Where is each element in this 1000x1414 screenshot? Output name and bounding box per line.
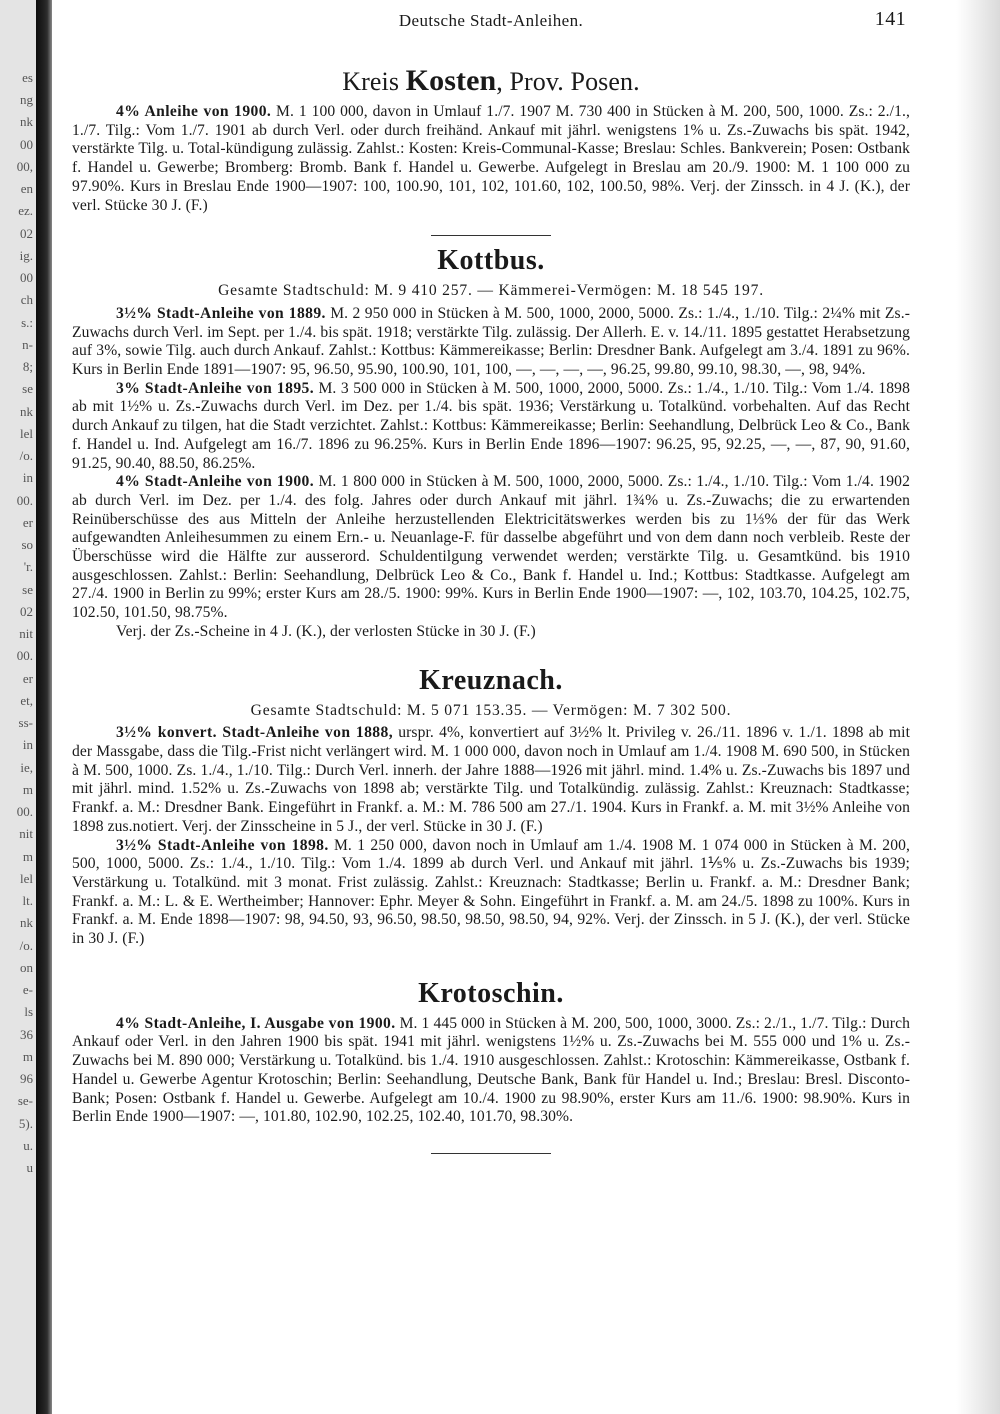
- section-title: [72, 66, 910, 97]
- margin-fragment: ig.: [19, 248, 33, 263]
- bond-entry-text: M. 1 250 000, davon noch in Umlauf am 1./4. 1908 M. 1 074 000 in Stücken à M. 200, 500, 1000, 5000. Zs.: 1./4., 1./10. Tilg.: Vom 1./4. 1899 ab durch Verl. und Ankauf mit jährl. 1⅕% u. Zs.-Zuwachs bis 1939; Verstärkung u. Totalkünd. mit 3 monat. Frist zulässig. Zahlst.: Kreuznach: Stadtkasse; Berlin u. Frankf. a. M.: Dresdner Bank; Frankf. a. M.: L. & E. Wertheimber; Hannover: Ephr. Meyer & Sohn. Eingeführt in Frankf. a. M. am 24./5. 1898 zu 100%. Kurs in Frankf. a. M. Ende 1898—1907: 98, 94.50, 93, 96.50, 98.50, 98.50, 98.50, 94, 92%. Verj. der Zinssch. in 5 J. (K.), der verl. Stücke in 30 J. (F.): [72, 836, 910, 948]
- margin-fragment: in: [22, 737, 33, 752]
- bond-entry-heading: 3½% Stadt-Anleihe von 1898.: [116, 836, 329, 854]
- margin-fragment: on: [20, 960, 33, 975]
- bond-entry-heading: 4% Anleihe von 1900.: [116, 103, 272, 120]
- section-kottbus: [72, 246, 910, 641]
- margin-fragment: nit: [19, 626, 33, 641]
- margin-fragment: 02: [20, 226, 33, 241]
- section-divider: [431, 235, 551, 236]
- section-kosten: [72, 66, 910, 215]
- section-title-suffix: , Prov. Posen.: [496, 67, 640, 96]
- section-debt-summary: Gesamte Stadtschuld: M. 5 071 153.35. — Vermögen: M. 7 302 500.: [250, 701, 732, 719]
- book-gutter: [36, 0, 52, 1414]
- section-title: Kreuznach.: [419, 664, 563, 696]
- bond-entry: [72, 473, 910, 623]
- margin-fragment: es: [22, 70, 33, 85]
- margin-fragment: ls: [24, 1004, 33, 1019]
- margin-fragment: nit: [19, 826, 33, 841]
- bond-entry: [72, 1015, 910, 1127]
- margin-fragment: ng: [20, 92, 33, 107]
- bond-entry-heading: 3½% Stadt-Anleihe von 1889.: [116, 304, 326, 322]
- margin-fragment: 00.: [16, 493, 33, 508]
- margin-fragment: ie,: [20, 760, 33, 775]
- bond-entry-text: M. 1 800 000 in Stücken à M. 500, 1000, 2000, 5000. Zs.: 1./4., 1./10. Tilg.: Vom 1./4. 1902 ab durch Verl. im Dez. per 1./4. des folg. Jahres oder durch Ankauf mit jährl. 1¾% u. Zs.-Zuwachs; die zu erwartenden Reinüberschüsse des aus Mitteln der Anleihe herzustellenden Elektricitätswerkes werden bis zu 1⅓% der für das Werk aufgewandten Anleihesummen zu einem Ern.- u. Neuanlage-F. für dasselbe abgeführt und von dem dann noch verbleib. Reste der Überschüsse wird die Hälfte zur ausserord. Schuldentilgung verwendet werden; verstärkte Tilg. u. Gesamtkünd. bis 1910 ausgeschlossen. Zahlst.: Berlin: Seehandlung, Delbrück Leo & Co., Bank f. Handel u. Ind.; Kottbus: Stadtkasse. Aufgelegt am 27./4. 1900 in Berlin zu 99%; erster Kurs am 28./5. 1900: 99%. Kurs in Berlin Ende 1900—1907: —, 102, 103.70, 104.25, 102.75, 102.50, 101.50, 98.75%.: [72, 473, 910, 622]
- bond-entry-text: M. 3 500 000 in Stücken à M. 500, 1000, 2000, 5000. Zs.: 1./4., 1./10. Tilg.: Vom 1./4. 1898 ab mit 1½% u. Zs.-Zuwachs durch Verl. im Dez. per 1./4. bis spät. 1936; Verstärkung u. Totalkünd. vorbehalten. Auf das Recht durch Ankauf zu tilgen, hat die Stadt verzichtet. Zahlst.: Kottbus: Kämmereikasse; Berlin: Seehandlung, Delbrück Leo & Co., Bank f. Handel u. Ind. Aufgelegt am 16./7. 1896 zu 96.25%. Kurs in Berlin Ende 1896—1907: 96.25, 95, 92.25, —, —, 87, 90, 91.60, 91.25, 90.40, 88.50, 86.25%.: [72, 379, 910, 472]
- margin-fragment: u: [26, 1160, 33, 1175]
- bond-entry-heading: 3½% konvert. Stadt-Anleihe von 1888,: [116, 724, 393, 742]
- margin-fragment: 36: [20, 1027, 33, 1042]
- section-kreuznach: [72, 666, 910, 949]
- margin-fragment: lel: [20, 426, 33, 441]
- bond-entry-heading: 4% Stadt-Anleihe von 1900.: [116, 473, 315, 491]
- page-edge: [956, 0, 1000, 1414]
- section-title: Krotoschin.: [418, 977, 564, 1009]
- margin-fragment: 96: [20, 1071, 33, 1086]
- bond-entry-heading: 3% Stadt-Anleihe von 1895.: [116, 379, 315, 397]
- bond-entry: [72, 837, 910, 949]
- margin-fragment: 02: [20, 604, 33, 619]
- bond-entry: [72, 103, 910, 215]
- adjacent-page-margin: [0, 0, 36, 1414]
- margin-fragment: lt.: [22, 893, 33, 908]
- margin-fragment: nk: [20, 404, 33, 419]
- margin-fragment: en: [20, 181, 33, 196]
- section-divider: [431, 1153, 551, 1154]
- page-number: 141: [874, 8, 906, 30]
- margin-fragment: 5).: [18, 1116, 33, 1131]
- margin-fragment: in: [22, 470, 33, 485]
- margin-fragment: se: [22, 582, 33, 597]
- margin-fragment: 00: [20, 137, 33, 152]
- margin-fragment: 00.: [16, 648, 33, 663]
- margin-fragment: ch: [20, 292, 33, 307]
- margin-fragment: so: [21, 537, 33, 552]
- bond-entry-heading: 4% Stadt-Anleihe, I. Ausgabe von 1900.: [116, 1014, 396, 1032]
- bond-entry: [72, 380, 910, 474]
- bond-entry-text: M. 1 445 000 in Stücken à M. 200, 500, 1000, 3000. Zs.: 2./1., 1./7. Tilg.: Durch Ankauf oder Verl. in den Jahren 1900 bis spät. 1941 mit jährl. wenigstens 1½% u. Zs.-Zuwachs bei M. 555 000 und 1% u. Zs.-Zuwachs bei M. 890 000; Verstärkung u. Totalkünd. bis 1./4. 1910 ausgeschlossen. Zahlst.: Krotoschin: Kämmereikasse, Ostbank f. Handel u. Gewerbe Agentur Krotoschin; Berlin: Seehandlung, Deutsche Bank, Bank für Handel u. Ind.; Breslau: Bresl. Disconto-Bank; Posen: Ostbank f. Handel u. Gewerbe. Aufgelegt am 10./4. 1900 zu 98.90%, erster Kurs am 11./6. 1900: 98.90%. Kurs in Berlin Ende 1900—1907: —, 101.80, 102.90, 102.25, 102.40, 101.70, 98.30%.: [72, 1014, 910, 1126]
- bond-entry-text: M. 1 100 000, davon in Umlauf 1./7. 1907 M. 730 400 in Stücken à M. 200, 500, 1000. Zs.: 2./1., 1./7. Tilg.: Vom 1./7. 1901 ab durch Verl. oder durch freihänd. Ankauf mit jährl. wenigstens 1% u. Zs.-Zuwachs bis spät. 1942, verstärkte Tilg. u. Total-kündigung zulässig. Zahlst.: Kosten: Kreis-Communal-Kasse; Breslau: Schles. Bankverein; Posen: Ostbank f. Handel u. Gewerbe; Bromberg: Bromb. Bank f. Handel u. Gewerbe. Aufgelegt in Breslau am 20./9. 1900: M. 1 100 000 zu 97.90%. Kurs in Breslau Ende 1900—1907: 100, 100.90, 101, 102, 101.60, 102, 100.50, 98%. Verj. der Zinssch. in 4 J. (K.), der verl. Stücke 30 J. (F.): [72, 103, 910, 214]
- section-title: Kottbus.: [437, 245, 545, 277]
- bond-entry: [72, 305, 910, 380]
- section-note: Verj. der Zs.-Scheine in 4 J. (K.), der verlosten Stücke in 30 J. (F.): [116, 622, 536, 640]
- running-header-title: Deutsche Stadt-Anleihen.: [398, 11, 584, 30]
- margin-fragment: nk: [20, 915, 33, 930]
- margin-fragment: ss-: [18, 715, 33, 730]
- margin-fragment: /o.: [19, 938, 33, 953]
- margin-fragment: 00,: [16, 159, 33, 174]
- bond-entry: [72, 724, 910, 836]
- margin-fragment: 8;: [22, 359, 33, 374]
- margin-fragment: nk: [20, 114, 33, 129]
- page: [72, 8, 910, 1408]
- section-debt-summary: Gesamte Stadtschuld: M. 9 410 257. — Kämmerei-Vermögen: M. 18 545 197.: [218, 282, 764, 300]
- margin-fragment: et,: [20, 693, 33, 708]
- margin-fragment: er: [22, 671, 33, 686]
- margin-fragment: m: [22, 1049, 33, 1064]
- margin-fragment: 00: [20, 270, 33, 285]
- bond-entry-text: M. 2 950 000 in Stücken à M. 500, 1000, 2000, 5000. Zs.: 1./4., 1./10. Tilg.: 2¼% mit Zs.-Zuwachs durch Verl. im Sept. per 1./4. bis spät. 1918; verstärkte Tilg. zulässig. Der Allerh. E. v. 14./11. 1895 gestattet Herabsetzung auf 3%, sowie Tilg. auch durch Ankauf. Zahlst.: Kottbus: Kämmereikasse; Berlin: Dresdner Bank. Aufgelegt am 3./4. 1891 zu 96%. Kurs in Berlin Ende 1891—1907: 95, 96.50, 95.90, 100.90, 101, 100, —, —, —, —, 96.25, 99.80, 99.10, 98.30, —, 98, 94%.: [72, 304, 910, 379]
- margin-fragment: m: [22, 782, 33, 797]
- running-header: [72, 8, 910, 42]
- margin-fragment: s.:: [21, 315, 33, 330]
- section-title-prefix: Kreis: [342, 67, 406, 96]
- margin-fragment: er: [22, 515, 33, 530]
- margin-fragment: lel: [20, 871, 33, 886]
- margin-fragment: e-: [22, 982, 33, 997]
- margin-fragment: m: [22, 849, 33, 864]
- margin-fragment: /o.: [19, 448, 33, 463]
- margin-fragment: se: [22, 381, 33, 396]
- margin-fragment: n-: [22, 337, 33, 352]
- margin-fragment: 'r.: [23, 559, 33, 574]
- margin-fragment: ez.: [18, 203, 33, 218]
- margin-fragment: u.: [23, 1138, 33, 1153]
- margin-fragment: 00.: [16, 804, 33, 819]
- margin-fragment: se-: [17, 1093, 33, 1108]
- section-krotoschin: [72, 979, 910, 1127]
- section-title-main: Kosten: [405, 64, 497, 97]
- bond-entry-text: urspr. 4%, konvertiert auf 3½% lt. Privileg v. 26./11. 1896 v. 1./1. 1898 ab mit der Massgabe, dass die Tilg.-Frist nicht verlängert wird. M. 1 000 000, davon noch in Umlauf am 1./4. 1908 M. 690 500, in Stücken à M. 500, 1000. Zs. 1./4., 1./10. Tilg.: Durch Verl. innerh. der Jahre 1888—1926 mit jährl. mind. 1.4% u. Zs.-Zuwachs bis 1897 und mit jährl. mind. 1.52% u. Zs.-Zuwachs von 1898 ab; verstärkte Tilg. und Totalkündig. zulässig. Zahlst.: Kreuznach: Stadtkasse; Frankf. a. M.: Dresdner Bank. Eingeführt in Frankf. a. M.: M. 786 500 am 27./1. 1904. Kurs in Frankf. a. M. mit 3½% Anleihe von 1898 zus.notiert. Verj. der Zinsscheine in 5 J., der verl. Stücke in 30 J. (F.): [72, 724, 911, 835]
